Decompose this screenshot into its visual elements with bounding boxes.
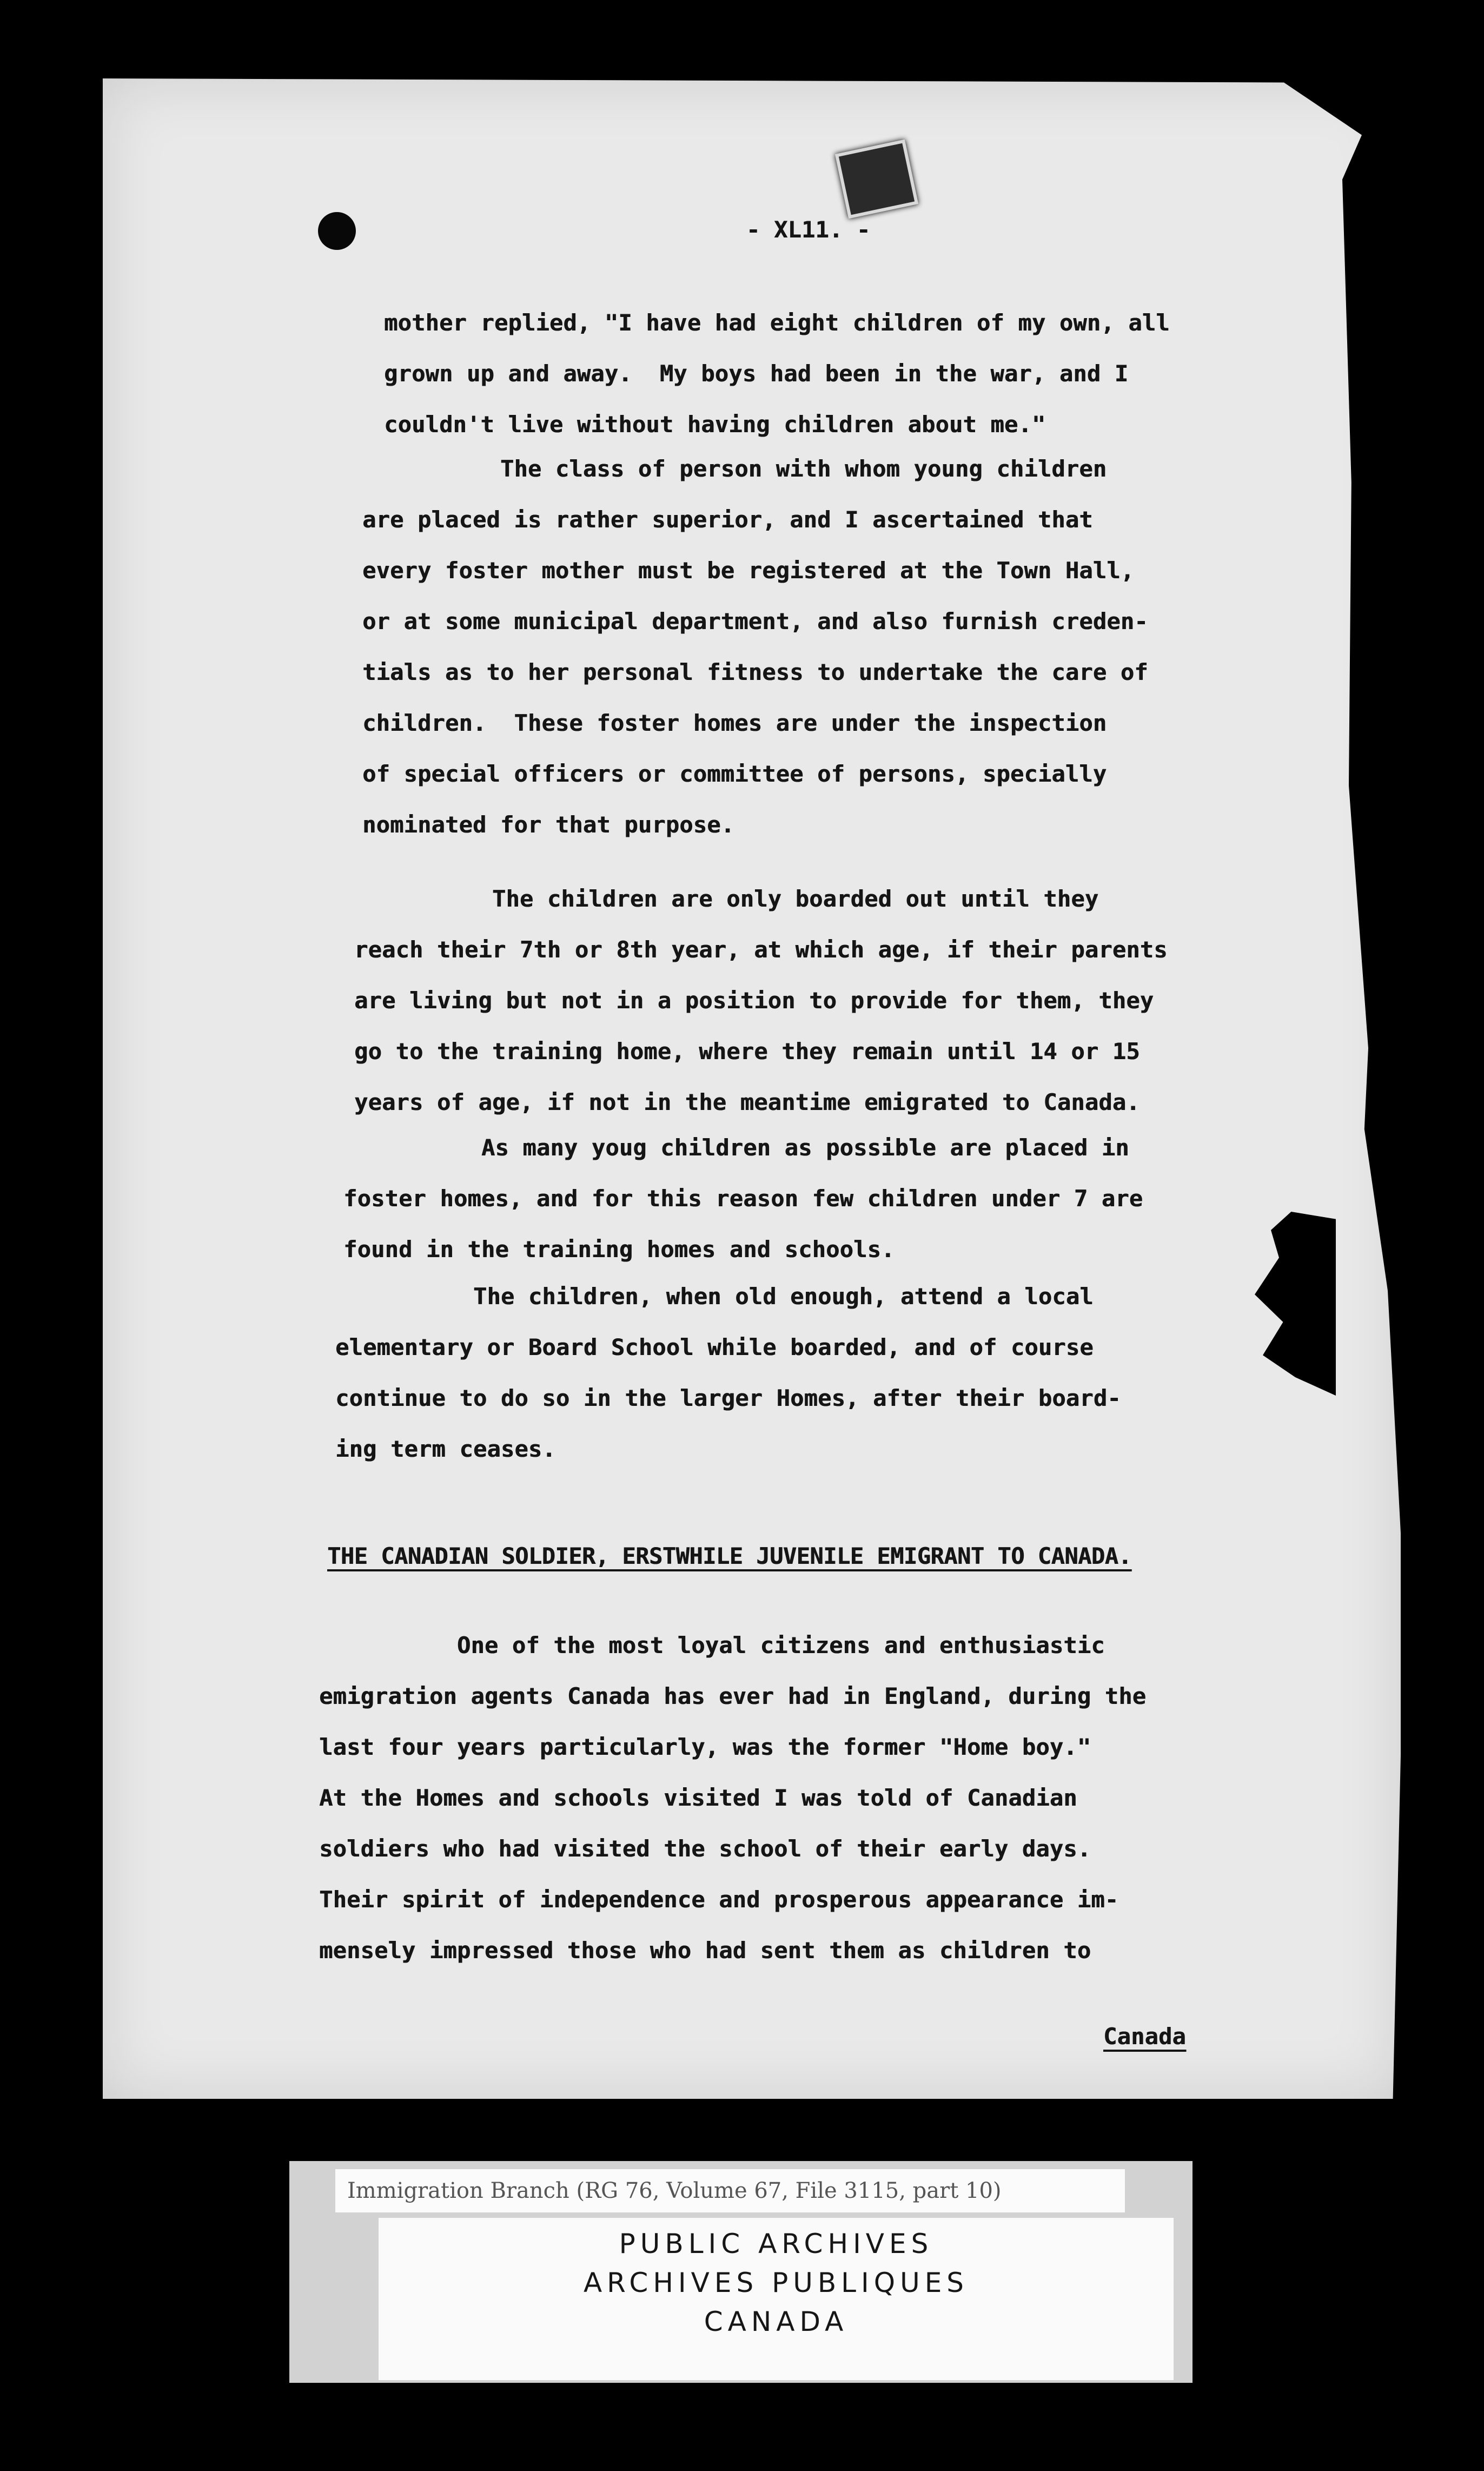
- stamp-line-2: ARCHIVES PUBLIQUES: [583, 2267, 969, 2298]
- body-paragraph-2: The class of person with whom young children are placed is rather superior, and I ascertained that every foster mother must be registered at the Town Hall, or at some municipal department, and also furnish creden- tials as to her personal fitness to undertake the care of children. These foster homes are under the inspection of special officers or committee of persons, specially nominated for that purpose.: [362, 455, 1148, 838]
- archive-source-label: Immigration Branch (RG 76, Volume 67, File 3115, part 10): [335, 2169, 1125, 2212]
- archive-stamp: [379, 2218, 1174, 2380]
- punch-hole: [318, 212, 356, 250]
- body-paragraph-6: One of the most loyal citizens and enthusiastic emigration agents Canada has ever had in England, during the last four years particularly, was the former "Home boy." At the Homes and schools visited I was told of Canadian soldiers who had visited the school of their early days. Their spirit of independence and prosperous appearance im- mensely impressed those who had sent them as children to: [319, 1632, 1147, 1964]
- body-paragraph-4: As many youg children as possible are placed in foster homes, and for this reason few children under 7 are found in the training homes and schools.: [343, 1134, 1143, 1263]
- body-paragraph-1: mother replied, "I have had eight children of my own, all grown up and away. My boys had been in the war, and I couldn't live without having children about me.": [384, 309, 1170, 438]
- stamp-line-3: CANADA: [704, 2306, 849, 2337]
- catchword: Canada: [1103, 2023, 1186, 2050]
- page-number: - XL11. -: [746, 216, 871, 243]
- body-paragraph-3: The children are only boarded out until they reach their 7th or 8th year, at which age, if their parents are living but not in a position to provide for them, they go to the training home, where they remain until 14 or 15 years of age, if not in the meantime emigrated to Canada.: [354, 886, 1168, 1115]
- section-heading: THE CANADIAN SOLDIER, ERSTWHILE JUVENILE EMIGRANT TO CANADA.: [327, 1543, 1132, 1569]
- body-paragraph-5: The children, when old enough, attend a local elementary or Board School while boarded, and of course continue to do so in the larger Homes, after their board- ing term ceases.: [335, 1283, 1121, 1462]
- stamp-line-1: PUBLIC ARCHIVES: [619, 2228, 933, 2259]
